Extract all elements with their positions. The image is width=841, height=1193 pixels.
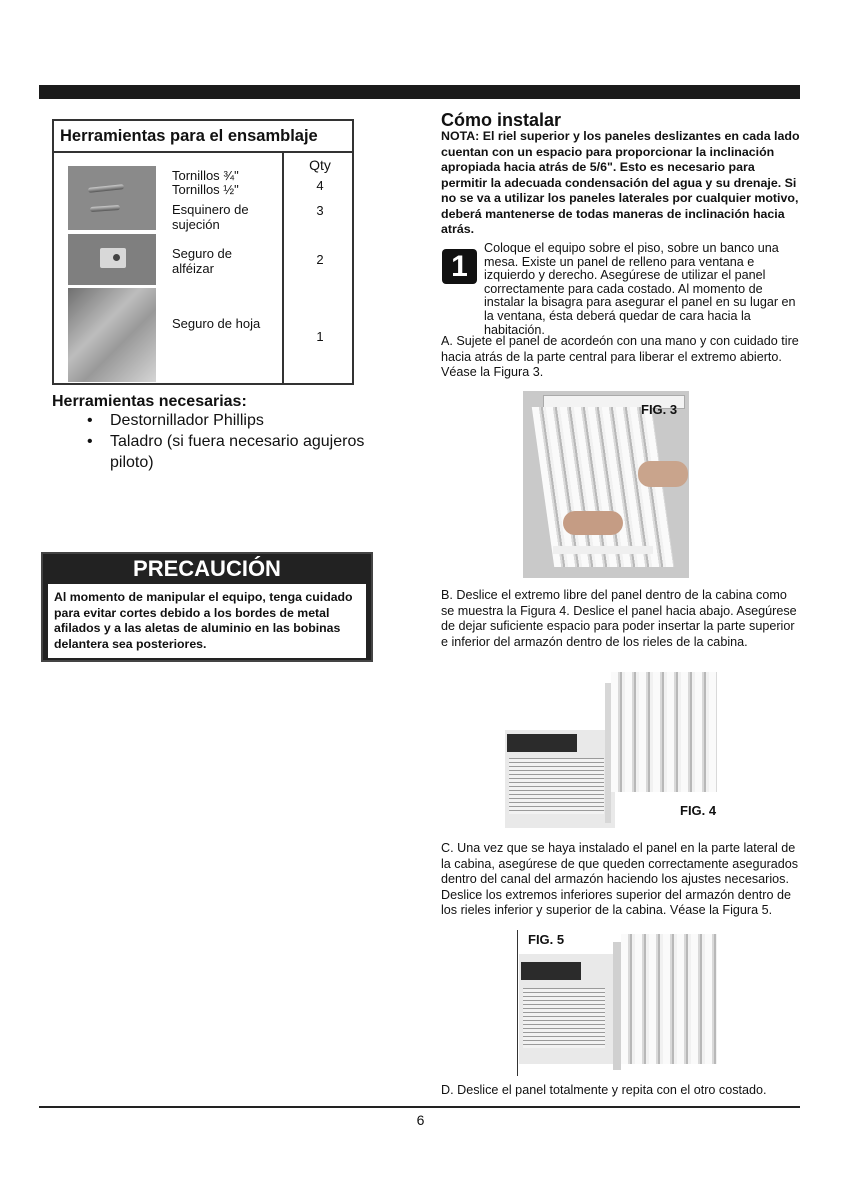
sash-lock-photo (68, 288, 156, 382)
qty-column-divider (282, 151, 284, 383)
tool-label: Tornillos ½" (172, 182, 239, 197)
para-a: A. Sujete el panel de acordeón con una mano y con cuidado tire hacia atrás de la parte central para liberar el extremo abierto. Véase la Figura 3. (441, 334, 799, 379)
page-number: 6 (416, 1112, 425, 1128)
para-c: C. Una vez que se haya instalado el panel en la parte lateral de la cabina, asegúrese de que queden correctamente asegurados dentro del canal del armazón haciendo los ajustes necesarios. Deslice los extremos inferiores superior del armazón dentro de los rieles inferior y superior de la cabina. Véase la Figura 5. (441, 841, 799, 917)
qty-header: Qty (309, 157, 331, 173)
figure-3-photo (523, 391, 689, 578)
assembly-tools-table (52, 119, 354, 385)
figure-3-label: FIG. 3 (641, 402, 678, 417)
list-item: • Destornillador Phillips (84, 410, 384, 431)
header-bar (39, 85, 800, 99)
step-number-badge: 1 (442, 249, 477, 284)
tool-label: Tornillos ¾" (172, 168, 239, 183)
install-title: Cómo instalar (441, 110, 562, 130)
para-d: D. Deslice el panel totalmente y repita con el otro costado. (441, 1083, 767, 1097)
tool-label: Esquinero de sujeción (172, 202, 249, 232)
tool-label: Seguro de hoja (172, 316, 261, 331)
needed-tools-title: Herramientas necesarias: (52, 393, 247, 410)
caution-text: Al momento de manipular el equipo, tenga cuidado para evitar cortes debido a los bordes de metal afilados y a las aletas de aluminio en las bobinas delantera sea posteriores. (48, 584, 366, 658)
tool-qty: 1 (316, 329, 324, 344)
list-item: • Taladro (si fuera necesario agujeros piloto) (84, 431, 384, 473)
caution-box (41, 552, 373, 662)
assembly-tools-title: Herramientas para el ensamblaje (54, 121, 352, 153)
tool-qty: 4 (316, 178, 324, 193)
step-text (441, 242, 799, 337)
figure-5-label: FIG. 5 (528, 932, 565, 947)
tool-qty: 3 (316, 203, 324, 218)
caution-title: PRECAUCIÓN (133, 556, 281, 581)
install-note: NOTA: El riel superior y los paneles deslizantes en cada lado cuentan con un espacio para proporcionar la inclinación apropiada hacia atrás de 5/6". Esto es necesario para permitir la adecuada condensación del agua y su drenaje. Si no se va a utilizar los paneles laterales por cualquier motivo, deberá mantenerse de todas maneras de inclinación hacia atrás. (441, 129, 800, 236)
needed-tools-list (84, 410, 384, 473)
step-paragraph: Coloque el equipo sobre el piso, sobre un banco una mesa. Existe un panel de relleno para ventana e izquierdo y derecho. Asegúrese de utilizar el panel correctamente para cada costado. Al momento de instalar la bisagra para asegurar el panel en su lugar en la ventana, ésta deberá quedar de cara hacia la habitación. (484, 241, 796, 337)
corner-bracket-photo (68, 234, 156, 285)
figure-5-photo (519, 932, 719, 1074)
screws-photo (68, 166, 156, 230)
tool-label: Seguro de alféizar (172, 246, 232, 276)
figure-4-label: FIG. 4 (680, 803, 717, 818)
footer-rule (39, 1106, 800, 1108)
tool-qty: 2 (316, 252, 324, 267)
para-b: B. Deslice el extremo libre del panel dentro de la cabina como se muestra la Figura 4. Deslice el panel hacia abajo. Asegúrese de dejar suficiente espacio para poder insertar la parte superior e inferior del armazón dentro de los rieles de la cabina. (441, 588, 797, 649)
